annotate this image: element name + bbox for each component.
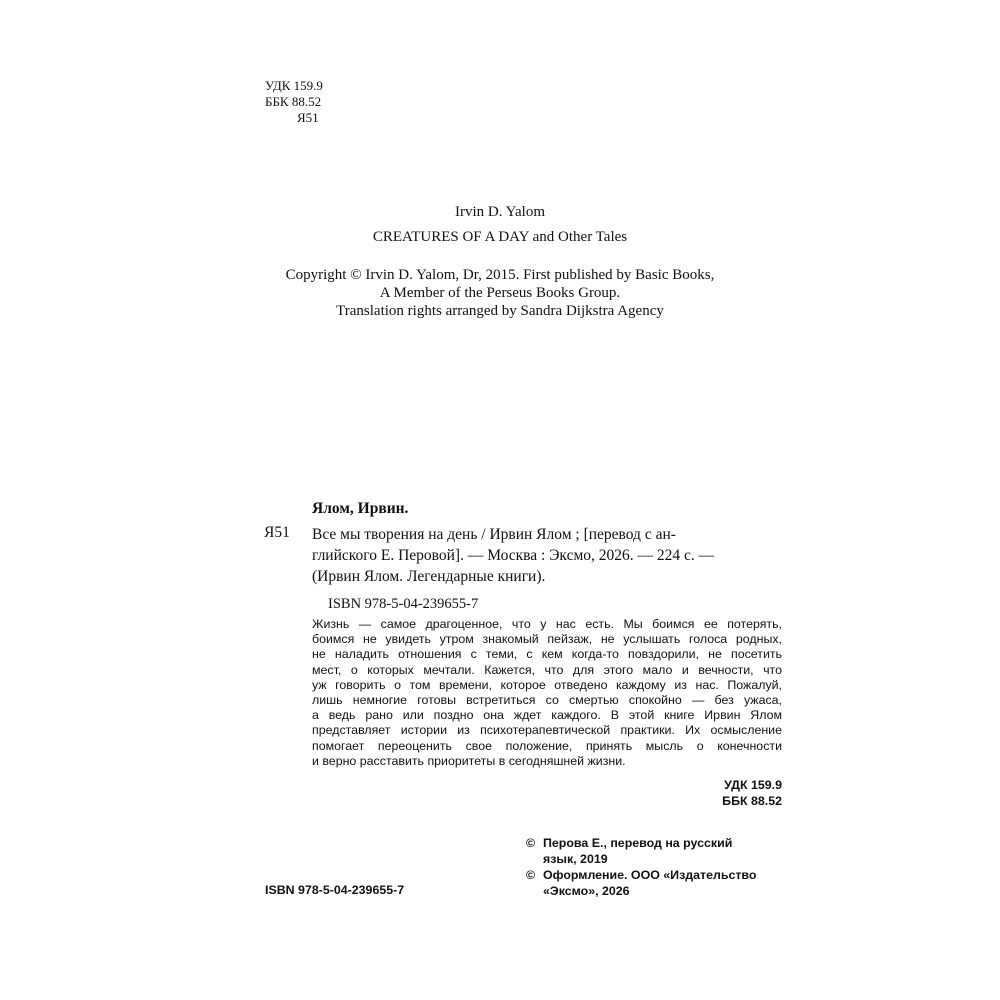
abstract-line: боимся не увидеть утром знакомый пейзаж, не услышать голоса родных, <box>312 632 782 647</box>
bibliographic-description <box>312 524 782 587</box>
copyright-notice <box>0 266 1000 320</box>
design-copyright-line: Оформление. ООО «Издательство <box>543 868 757 882</box>
abstract <box>312 617 782 769</box>
abstract-line: мест, о которых мечтали. Кажется, что для этого мало и вечности, что <box>312 662 782 677</box>
translation-copyright-line: Перова Е., перевод на русский <box>543 836 733 850</box>
bib-line: глийского Е. Перовой]. — Москва : Эксмо, 2026. — 224 с. — <box>312 547 715 564</box>
copyright-line: Translation rights arranged by Sandra Dijkstra Agency <box>336 303 664 319</box>
isbn-bottom: ISBN 978-5-04-239655-7 <box>265 883 405 897</box>
abstract-line: а ведь рано или поздно она ждет каждого. В этой книге Ирвин Ялом <box>312 708 782 723</box>
copyright-symbol: © <box>526 868 536 882</box>
translation-copyright <box>526 835 732 867</box>
design-copyright <box>526 867 756 899</box>
bib-line: Все мы творения на день / Ирвин Ялом ; [перевод с ан- <box>312 526 676 543</box>
record-isbn: ISBN 978-5-04-239655-7 <box>328 596 479 612</box>
record-bbk: ББК 88.52 <box>722 794 782 808</box>
classification-block <box>265 78 323 126</box>
translation-copyright-line: язык, 2019 <box>543 852 608 866</box>
original-title: CREATURES OF A DAY and Other Tales <box>372 229 628 245</box>
copyright-line: Copyright © Irvin D. Yalom, Dr, 2015. First published by Basic Books, <box>285 267 715 283</box>
copyright-symbol: © <box>526 836 536 850</box>
abstract-line: представляет истории из психотерапевтической практики. Их осмысление <box>312 723 782 738</box>
copyright-line: A Member of the Perseus Books Group. <box>379 285 621 301</box>
abstract-line: помогает переоценить свое положение, принять мысль о конечности <box>312 738 782 753</box>
bbk-code: ББК 88.52 <box>265 94 322 109</box>
abstract-line: Жизнь — самое драгоценное, что у нас есть. Мы боимся ее потерять, <box>312 617 782 631</box>
record-code: Я51 <box>264 524 290 541</box>
record-classification <box>600 777 782 809</box>
author-sign: Я51 <box>297 110 319 125</box>
design-copyright-line: «Эксмо», 2026 <box>543 884 630 898</box>
udk-code: УДК 159.9 <box>265 78 323 93</box>
abstract-line: не наладить отношения с теми, с кем когда-то повздорили, не посетить <box>312 647 782 662</box>
abstract-line: и верно расставить приоритеты в сегодняшней жизни. <box>312 753 626 768</box>
bib-line: (Ирвин Ялом. Легендарные книги). <box>312 568 546 585</box>
original-author: Irvin D. Yalom <box>454 204 545 220</box>
record-heading: Ялом, Ирвин. <box>312 500 409 517</box>
abstract-line: уж говорить о том времени, которое отведено каждому из нас. Пожалуй, <box>312 677 782 692</box>
record-udk: УДК 159.9 <box>724 778 782 792</box>
abstract-line: лишь немногие готовы встретиться со смертью спокойно — без ужаса, <box>312 693 782 708</box>
